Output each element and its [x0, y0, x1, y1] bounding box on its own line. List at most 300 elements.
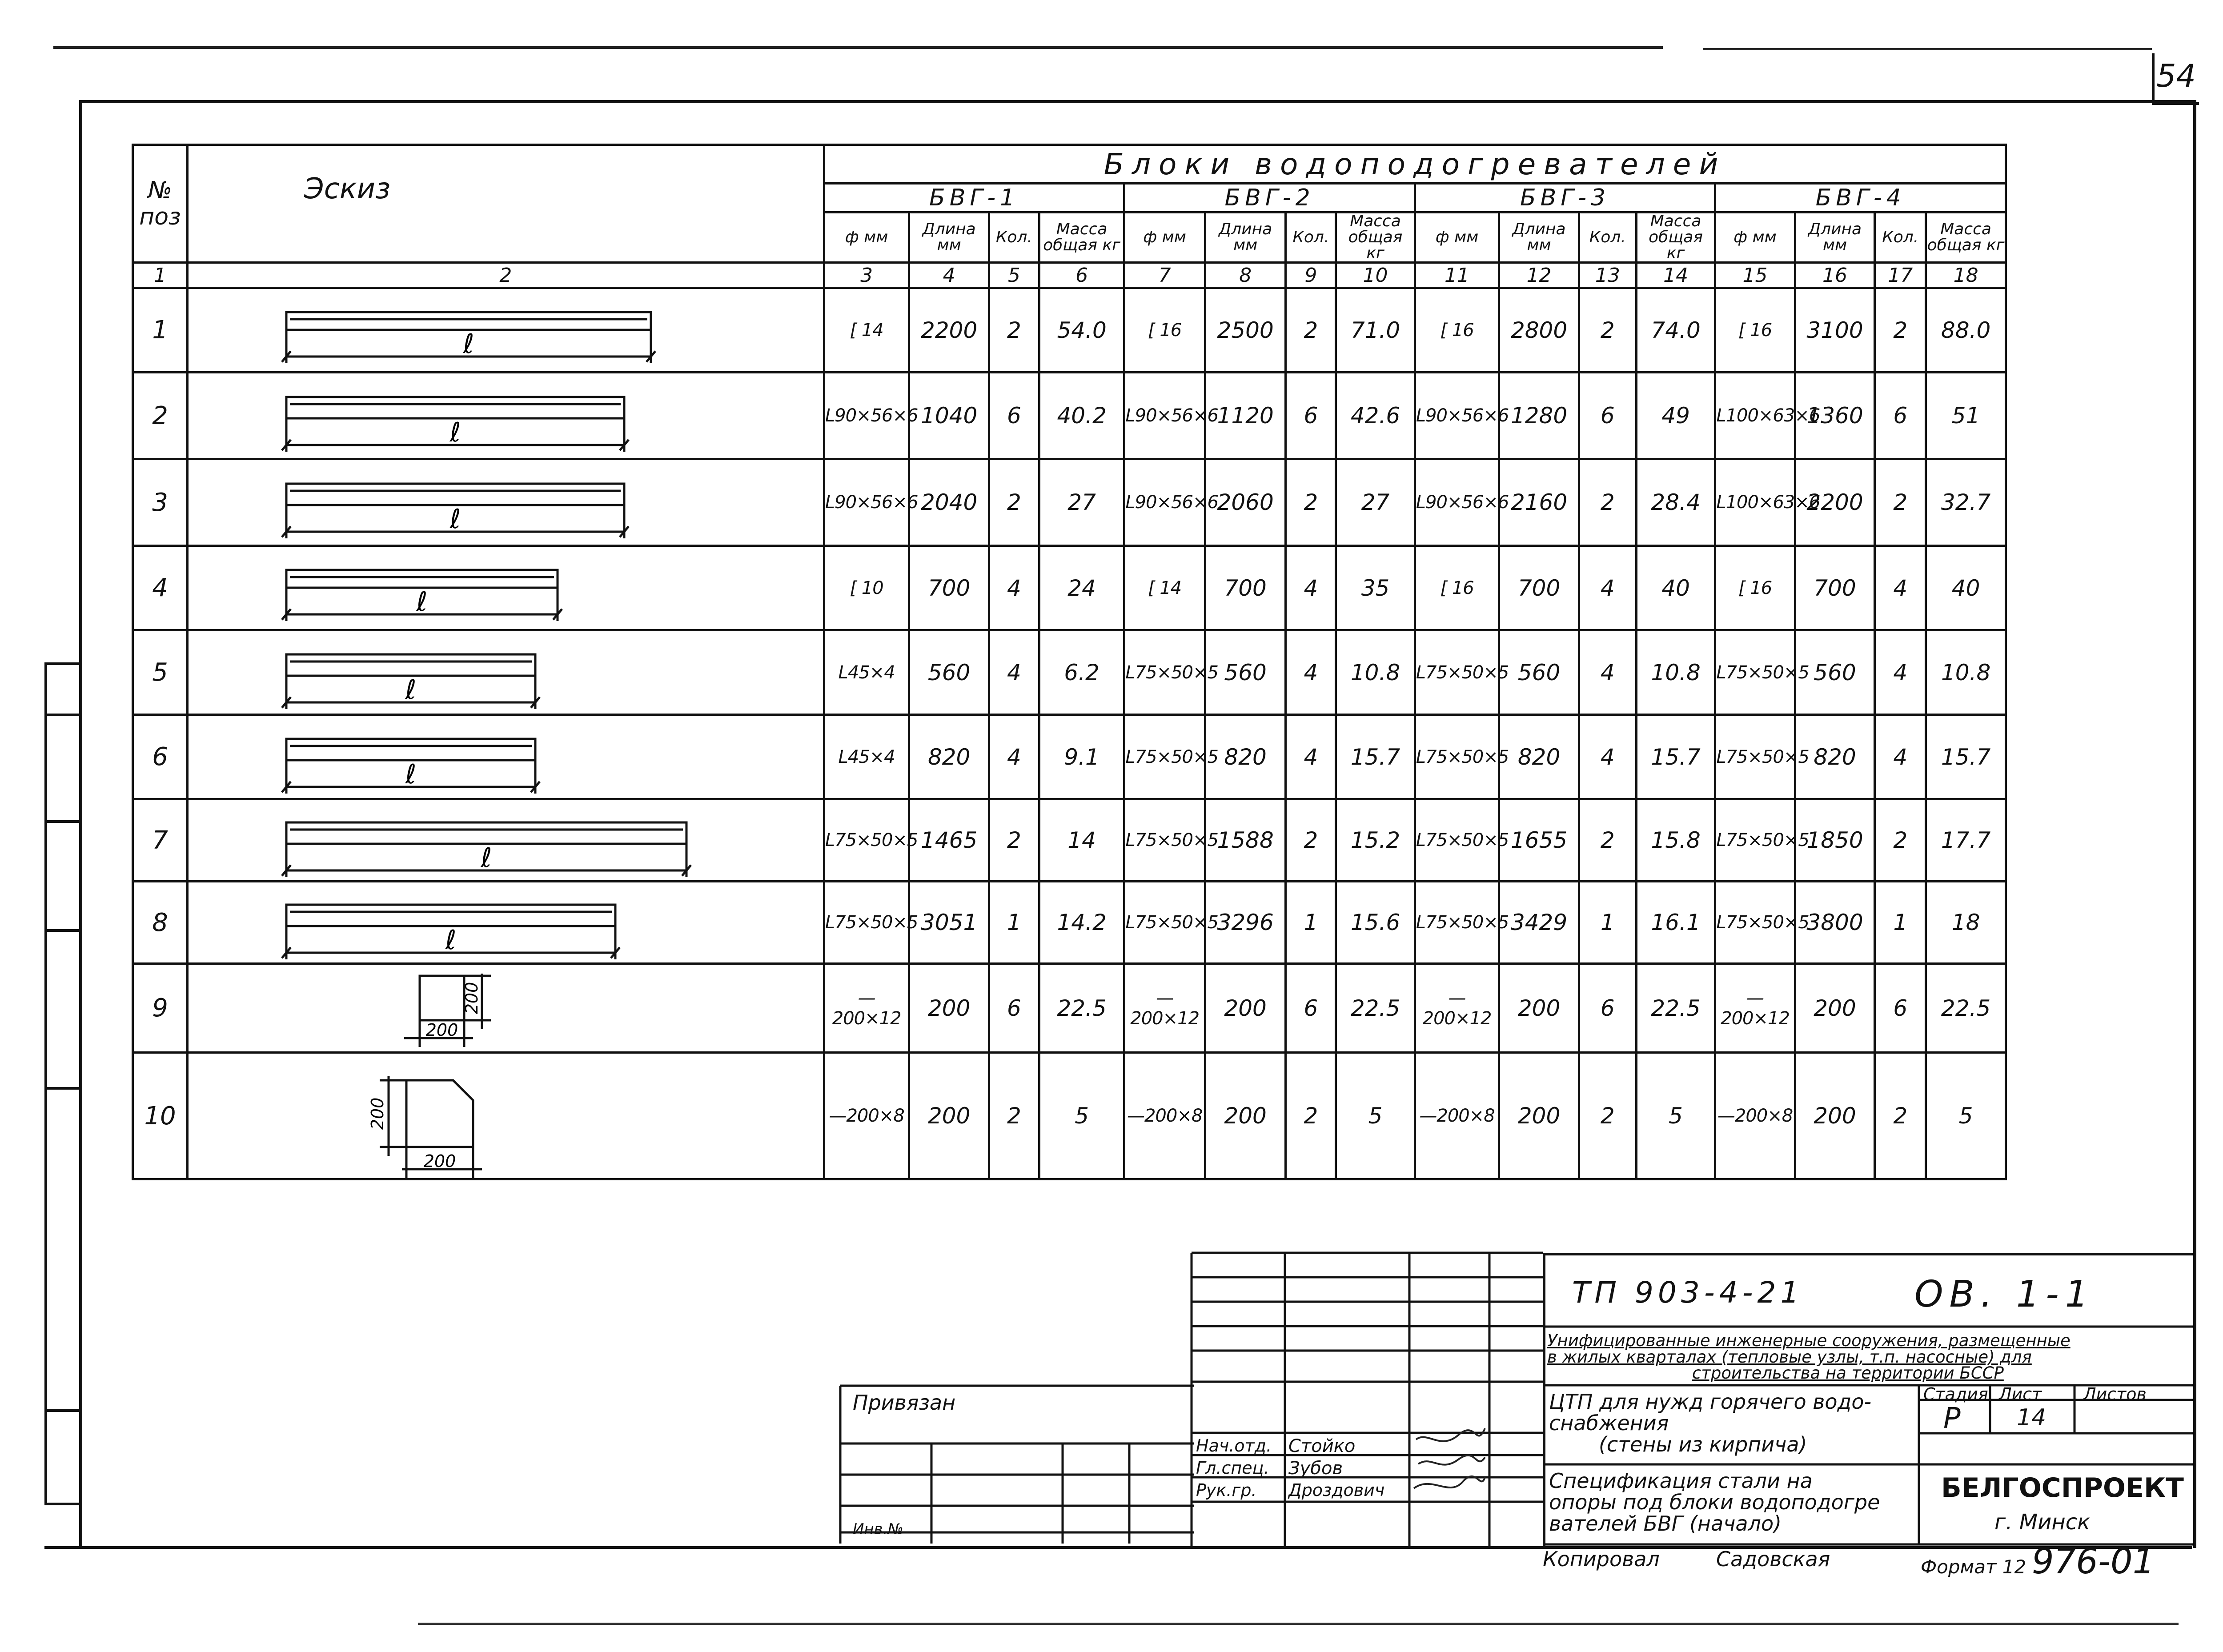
- spec-row: [133, 882, 2006, 964]
- mass-cell: 71.0: [1336, 288, 1415, 373]
- length-label: ℓ: [481, 842, 492, 874]
- project-title-line3: строительства на территории БССР: [1692, 1363, 2004, 1383]
- bottom-trim-line: [418, 1623, 2179, 1625]
- quantity-cell: 2: [1579, 459, 1636, 546]
- quantity-cell: 6: [1875, 964, 1926, 1053]
- length-cell: 1360: [1795, 373, 1874, 459]
- length-cell: 200: [909, 964, 989, 1053]
- length-cell: 700: [909, 546, 989, 630]
- quantity-cell: 4: [1579, 715, 1636, 799]
- mass-cell: 18: [1926, 882, 2006, 964]
- profile-cell: L90×56×6: [1124, 373, 1205, 459]
- profile-cell: [ 16: [1715, 288, 1795, 373]
- quantity-cell: 2: [989, 288, 1039, 373]
- length-cell: 2800: [1499, 288, 1579, 373]
- mass-cell: 22.5: [1039, 964, 1124, 1053]
- project-title-line1: Унифицированные инженерные сооружения, размещенные: [1547, 1331, 2071, 1350]
- binding-tick: [44, 662, 80, 665]
- position-number: 1: [133, 288, 188, 373]
- spec-row: [133, 799, 2006, 882]
- length-cell: 1040: [909, 373, 989, 459]
- top-border-line: [53, 46, 1663, 49]
- mass-cell: 14.2: [1039, 882, 1124, 964]
- quantity-cell: 4: [1286, 546, 1336, 630]
- length-cell: 1588: [1205, 799, 1286, 882]
- header-group-title: Блоки водоподогревателей: [824, 145, 2006, 184]
- copied-label: Копировал: [1543, 1547, 1660, 1571]
- quantity-cell: 1: [1579, 882, 1636, 964]
- profile-cell: L45×4: [824, 715, 909, 799]
- quantity-cell: 6: [1579, 373, 1636, 459]
- position-number: 7: [133, 799, 188, 882]
- quantity-cell: 6: [1875, 373, 1926, 459]
- subcol-header: Кол.: [989, 213, 1039, 263]
- quantity-cell: 2: [1286, 1053, 1336, 1179]
- length-cell: 1850: [1795, 799, 1874, 882]
- title-block: [1192, 1253, 2190, 1546]
- mass-cell: 6.2: [1039, 630, 1124, 715]
- profile-cell: —200×12: [1415, 964, 1499, 1053]
- mass-cell: 74.0: [1636, 288, 1715, 373]
- subcol-header: ф мм: [1124, 213, 1205, 263]
- quantity-cell: 1: [1875, 882, 1926, 964]
- column-number: 11: [1415, 263, 1499, 288]
- role-chief-spec: Гл.спец.: [1196, 1458, 1269, 1478]
- length-cell: 3051: [909, 882, 989, 964]
- length-label: ℓ: [405, 674, 417, 706]
- quantity-cell: 4: [1875, 715, 1926, 799]
- quantity-cell: 4: [1286, 630, 1336, 715]
- quantity-cell: 2: [1875, 1053, 1926, 1179]
- top-border-line-right: [1703, 48, 2152, 50]
- width-label: 200: [423, 1151, 456, 1171]
- sketch-cell: [188, 799, 824, 882]
- quantity-cell: 4: [989, 546, 1039, 630]
- length-cell: 700: [1795, 546, 1874, 630]
- binding-tick: [44, 1503, 80, 1505]
- quantity-cell: 6: [1286, 964, 1336, 1053]
- column-number: 10: [1336, 263, 1415, 288]
- length-cell: 1280: [1499, 373, 1579, 459]
- subcol-header: Кол.: [1579, 213, 1636, 263]
- sketch-cell: [188, 715, 824, 799]
- length-cell: 820: [909, 715, 989, 799]
- header-column-numbers: [133, 263, 2006, 288]
- column-number: 17: [1875, 263, 1926, 288]
- column-number: 1: [133, 263, 188, 288]
- mass-cell: 14: [1039, 799, 1124, 882]
- quantity-cell: 2: [989, 799, 1039, 882]
- column-number: 7: [1124, 263, 1205, 288]
- quantity-cell: 4: [1875, 546, 1926, 630]
- length-cell: 200: [909, 1053, 989, 1179]
- org-name: БЕЛГОСПРОЕКТ: [1941, 1472, 2184, 1504]
- sheet-title-line1: Спецификация стали на: [1549, 1469, 1813, 1493]
- profile-cell: [ 16: [1124, 288, 1205, 373]
- quantity-cell: 1: [989, 882, 1039, 964]
- profile-cell: —200×8: [1715, 1053, 1795, 1179]
- profile-cell: L90×56×6: [1415, 459, 1499, 546]
- length-cell: 820: [1795, 715, 1874, 799]
- profile-cell: L75×50×5: [1124, 630, 1205, 715]
- subcol-header: Масса общая кг: [1039, 213, 1124, 263]
- height-label: 200: [462, 982, 482, 1014]
- sheet-code: ОВ. 1-1: [1914, 1273, 2095, 1315]
- profile-cell: L45×4: [824, 630, 909, 715]
- profile-cell: L75×50×5: [1715, 799, 1795, 882]
- quantity-cell: 2: [1875, 288, 1926, 373]
- angle-sketch: [189, 460, 820, 545]
- mass-cell: 28.4: [1636, 459, 1715, 546]
- spec-row: [133, 288, 2006, 373]
- mass-cell: 40: [1636, 546, 1715, 630]
- profile-cell: [ 14: [1124, 546, 1205, 630]
- length-cell: 1120: [1205, 373, 1286, 459]
- project-title-line2: в жилых кварталах (тепловые узлы, т.п. насосные) для: [1547, 1347, 2032, 1367]
- mass-cell: 10.8: [1336, 630, 1415, 715]
- sketch-cell: [188, 964, 824, 1053]
- sheets-label: Листов: [2083, 1384, 2147, 1404]
- mass-cell: 22.5: [1636, 964, 1715, 1053]
- format-code: 976-01: [2032, 1542, 2155, 1582]
- mass-cell: 49: [1636, 373, 1715, 459]
- length-cell: 200: [1205, 964, 1286, 1053]
- subcol-header: Масса общая кг: [1926, 213, 2006, 263]
- spec-body: [133, 288, 2006, 1179]
- position-number: 10: [133, 1053, 188, 1179]
- mass-cell: 22.5: [1926, 964, 2006, 1053]
- height-label: 200: [368, 1097, 388, 1130]
- length-cell: 1655: [1499, 799, 1579, 882]
- length-label: ℓ: [463, 329, 474, 360]
- position-number: 3: [133, 459, 188, 546]
- profile-cell: L75×50×5: [1415, 630, 1499, 715]
- mass-cell: 15.2: [1336, 799, 1415, 882]
- position-number: 2: [133, 373, 188, 459]
- width-label: 200: [425, 1020, 458, 1040]
- length-cell: 2500: [1205, 288, 1286, 373]
- org-city: г. Минск: [1994, 1510, 2091, 1535]
- profile-cell: L75×50×5: [824, 799, 909, 882]
- mass-cell: 15.6: [1336, 882, 1415, 964]
- mass-cell: 40.2: [1039, 373, 1124, 459]
- sketch-cell: [188, 882, 824, 964]
- mass-cell: 15.7: [1336, 715, 1415, 799]
- profile-cell: [ 14: [824, 288, 909, 373]
- quantity-cell: 6: [1579, 964, 1636, 1053]
- profile-cell: L75×50×5: [1715, 630, 1795, 715]
- profile-cell: [ 16: [1715, 546, 1795, 630]
- position-number: 5: [133, 630, 188, 715]
- quantity-cell: 2: [1286, 799, 1336, 882]
- header-series-1: БВГ-1: [824, 184, 1124, 213]
- profile-cell: L75×50×5: [1715, 715, 1795, 799]
- profile-cell: L75×50×5: [1124, 882, 1205, 964]
- stage-label: Стадия: [1923, 1384, 1988, 1404]
- quantity-cell: 4: [1579, 630, 1636, 715]
- spec-row: [133, 1053, 2006, 1179]
- length-cell: 2060: [1205, 459, 1286, 546]
- column-number: 13: [1579, 263, 1636, 288]
- mass-cell: 35: [1336, 546, 1415, 630]
- sheet-value: 14: [2017, 1404, 2046, 1431]
- mass-cell: 9.1: [1039, 715, 1124, 799]
- subcol-header: Масса общая кг: [1336, 213, 1415, 263]
- quantity-cell: 4: [989, 630, 1039, 715]
- length-cell: 560: [1499, 630, 1579, 715]
- profile-cell: [ 16: [1415, 546, 1499, 630]
- quantity-cell: 6: [989, 964, 1039, 1053]
- quantity-cell: 2: [1286, 288, 1336, 373]
- mass-cell: 17.7: [1926, 799, 2006, 882]
- position-number: 9: [133, 964, 188, 1053]
- mass-cell: 15.7: [1636, 715, 1715, 799]
- sketch-cell: [188, 459, 824, 546]
- quantity-cell: 4: [989, 715, 1039, 799]
- profile-cell: —200×8: [824, 1053, 909, 1179]
- doc-code: ТП 903-4-21: [1572, 1275, 1804, 1310]
- column-number: 18: [1926, 263, 2006, 288]
- length-cell: 200: [1795, 1053, 1874, 1179]
- mass-cell: 10.8: [1636, 630, 1715, 715]
- length-cell: 560: [1205, 630, 1286, 715]
- sketch-cell: [188, 630, 824, 715]
- length-cell: 700: [1205, 546, 1286, 630]
- binding-tick: [44, 929, 80, 932]
- quantity-cell: 6: [1286, 373, 1336, 459]
- mass-cell: 40: [1926, 546, 2006, 630]
- length-cell: 2040: [909, 459, 989, 546]
- quantity-cell: 2: [1579, 288, 1636, 373]
- length-cell: 560: [909, 630, 989, 715]
- position-number: 4: [133, 546, 188, 630]
- inv-label: Инв.№: [853, 1520, 903, 1538]
- copied-name: Садовская: [1716, 1547, 1830, 1571]
- binding-tick: [44, 1087, 80, 1090]
- sketch-cell: [188, 373, 824, 459]
- mass-cell: 32.7: [1926, 459, 2006, 546]
- header-series-4: БВГ-4: [1715, 184, 2006, 213]
- profile-cell: L75×50×5: [1415, 715, 1499, 799]
- role-group-lead: Рук.гр.: [1196, 1480, 1257, 1500]
- length-cell: 700: [1499, 546, 1579, 630]
- profile-cell: —200×8: [1124, 1053, 1205, 1179]
- profile-cell: L100×63×6: [1715, 459, 1795, 546]
- mass-cell: 24: [1039, 546, 1124, 630]
- subcol-header: ф мм: [1415, 213, 1499, 263]
- spec-row: [133, 546, 2006, 630]
- format-label: Формат 12: [1921, 1556, 2026, 1578]
- subcol-header: ф мм: [1715, 213, 1795, 263]
- profile-cell: L90×56×6: [1124, 459, 1205, 546]
- angle-sketch: [189, 716, 820, 798]
- length-label: ℓ: [445, 925, 457, 956]
- mass-cell: 10.8: [1926, 630, 2006, 715]
- angle-sketch: [189, 800, 820, 880]
- spec-row: [133, 459, 2006, 546]
- binding-strip: [44, 662, 47, 1503]
- column-number: 2: [188, 263, 824, 288]
- position-number: 6: [133, 715, 188, 799]
- subcol-header: Длина мм: [1795, 213, 1874, 263]
- profile-cell: L75×50×5: [1415, 882, 1499, 964]
- length-label: ℓ: [416, 586, 428, 617]
- quantity-cell: 2: [1875, 799, 1926, 882]
- length-cell: 1465: [909, 799, 989, 882]
- angle-sketch: [189, 631, 820, 714]
- profile-cell: —200×12: [824, 964, 909, 1053]
- subcol-header: Масса общая кг: [1636, 213, 1715, 263]
- column-number: 6: [1039, 263, 1124, 288]
- length-cell: 560: [1795, 630, 1874, 715]
- subcol-header: Длина мм: [1205, 213, 1286, 263]
- profile-cell: L75×50×5: [1415, 799, 1499, 882]
- profile-cell: —200×12: [1124, 964, 1205, 1053]
- mass-cell: 5: [1926, 1053, 2006, 1179]
- title-block-main: [1543, 1253, 2193, 1549]
- subcol-header: Кол.: [1286, 213, 1336, 263]
- object-line1: ЦТП для нужд горячего водо-: [1549, 1390, 1872, 1414]
- mass-cell: 22.5: [1336, 964, 1415, 1053]
- column-number: 14: [1636, 263, 1715, 288]
- length-cell: 200: [1795, 964, 1874, 1053]
- quantity-cell: 4: [1286, 715, 1336, 799]
- length-label: ℓ: [405, 759, 417, 790]
- quantity-cell: 2: [1579, 799, 1636, 882]
- plate-cut-sketch: [189, 1054, 820, 1178]
- subcol-header: Кол.: [1875, 213, 1926, 263]
- name-chief-spec: Зубов: [1288, 1458, 1343, 1479]
- length-cell: 2200: [909, 288, 989, 373]
- mass-cell: 5: [1039, 1053, 1124, 1179]
- column-number: 9: [1286, 263, 1336, 288]
- channel-sketch: [189, 289, 820, 371]
- length-cell: 3296: [1205, 882, 1286, 964]
- mass-cell: 54.0: [1039, 288, 1124, 373]
- spec-row: [133, 715, 2006, 799]
- binding-tick: [44, 1409, 80, 1412]
- spec-row: [133, 373, 2006, 459]
- profile-cell: [ 10: [824, 546, 909, 630]
- subcol-header: Длина мм: [909, 213, 989, 263]
- column-number: 12: [1499, 263, 1579, 288]
- page-number: 54: [2156, 58, 2196, 94]
- binding-tick: [44, 820, 80, 823]
- length-label: ℓ: [449, 504, 461, 535]
- length-cell: 3100: [1795, 288, 1874, 373]
- mass-cell: 15.8: [1636, 799, 1715, 882]
- sheet-label: Лист: [1999, 1384, 2042, 1404]
- quantity-cell: 4: [1579, 546, 1636, 630]
- sheet-title-line2: опоры под блоки водоподогре: [1549, 1490, 1880, 1514]
- column-number: 15: [1715, 263, 1795, 288]
- profile-cell: L90×56×6: [824, 459, 909, 546]
- length-cell: 820: [1205, 715, 1286, 799]
- quantity-cell: 2: [1875, 459, 1926, 546]
- profile-cell: —200×12: [1715, 964, 1795, 1053]
- column-number: 8: [1205, 263, 1286, 288]
- plate-square-sketch: [189, 965, 820, 1051]
- angle-sketch: [189, 882, 820, 962]
- length-label: ℓ: [449, 417, 461, 448]
- length-cell: 820: [1499, 715, 1579, 799]
- mass-cell: 16.1: [1636, 882, 1715, 964]
- profile-cell: L100×63×6: [1715, 373, 1795, 459]
- mass-cell: 27: [1039, 459, 1124, 546]
- privyazan-label: Привязан: [853, 1391, 956, 1415]
- mass-cell: 5: [1336, 1053, 1415, 1179]
- mass-cell: 88.0: [1926, 288, 2006, 373]
- mass-cell: 5: [1636, 1053, 1715, 1179]
- profile-cell: [ 16: [1415, 288, 1499, 373]
- quantity-cell: 2: [989, 1053, 1039, 1179]
- signature-grid: [1192, 1253, 1543, 1546]
- object-line2: снабжения: [1549, 1411, 1669, 1435]
- profile-cell: L75×50×5: [824, 882, 909, 964]
- binding-tick: [44, 714, 80, 716]
- stage-value: Р: [1943, 1402, 1961, 1435]
- position-number: 8: [133, 882, 188, 964]
- column-number: 5: [989, 263, 1039, 288]
- mass-cell: 15.7: [1926, 715, 2006, 799]
- profile-cell: L75×50×5: [1715, 882, 1795, 964]
- profile-cell: L75×50×5: [1124, 799, 1205, 882]
- length-cell: 2200: [1795, 459, 1874, 546]
- quantity-cell: 2: [989, 459, 1039, 546]
- channel-sketch: [189, 547, 820, 629]
- name-head: Стойко: [1288, 1436, 1356, 1456]
- spec-row: [133, 630, 2006, 715]
- mass-cell: 27: [1336, 459, 1415, 546]
- length-cell: 200: [1499, 1053, 1579, 1179]
- name-group-lead: Дроздович: [1288, 1480, 1385, 1500]
- angle-sketch: [189, 373, 820, 458]
- header-series-2: БВГ-2: [1124, 184, 1415, 213]
- role-head: Нач.отд.: [1196, 1436, 1272, 1456]
- profile-cell: —200×8: [1415, 1053, 1499, 1179]
- header-sketch: Эскиз: [188, 145, 824, 263]
- mass-cell: 51: [1926, 373, 2006, 459]
- subcol-header: ф мм: [824, 213, 909, 263]
- mass-cell: 42.6: [1336, 373, 1415, 459]
- quantity-cell: 2: [1579, 1053, 1636, 1179]
- length-cell: 3429: [1499, 882, 1579, 964]
- header-series-3: БВГ-3: [1415, 184, 1715, 213]
- object-line3: (стены из кирпича): [1599, 1432, 1807, 1456]
- length-cell: 200: [1499, 964, 1579, 1053]
- length-cell: 3800: [1795, 882, 1874, 964]
- profile-cell: L90×56×6: [1415, 373, 1499, 459]
- steel-specification-table: [132, 144, 2007, 1180]
- sketch-cell: [188, 288, 824, 373]
- quantity-cell: 6: [989, 373, 1039, 459]
- column-number: 3: [824, 263, 909, 288]
- spec-row: [133, 964, 2006, 1053]
- length-cell: 2160: [1499, 459, 1579, 546]
- quantity-cell: 1: [1286, 882, 1336, 964]
- profile-cell: L75×50×5: [1124, 715, 1205, 799]
- sheet-title-line3: вателей БВГ (начало): [1549, 1512, 1782, 1536]
- sketch-cell: [188, 1053, 824, 1179]
- length-cell: 200: [1205, 1053, 1286, 1179]
- sketch-cell: [188, 546, 824, 630]
- profile-cell: L90×56×6: [824, 373, 909, 459]
- quantity-cell: 2: [1286, 459, 1336, 546]
- quantity-cell: 4: [1875, 630, 1926, 715]
- column-number: 16: [1795, 263, 1874, 288]
- subcol-header: Длина мм: [1499, 213, 1579, 263]
- header-pos: № поз: [133, 145, 188, 263]
